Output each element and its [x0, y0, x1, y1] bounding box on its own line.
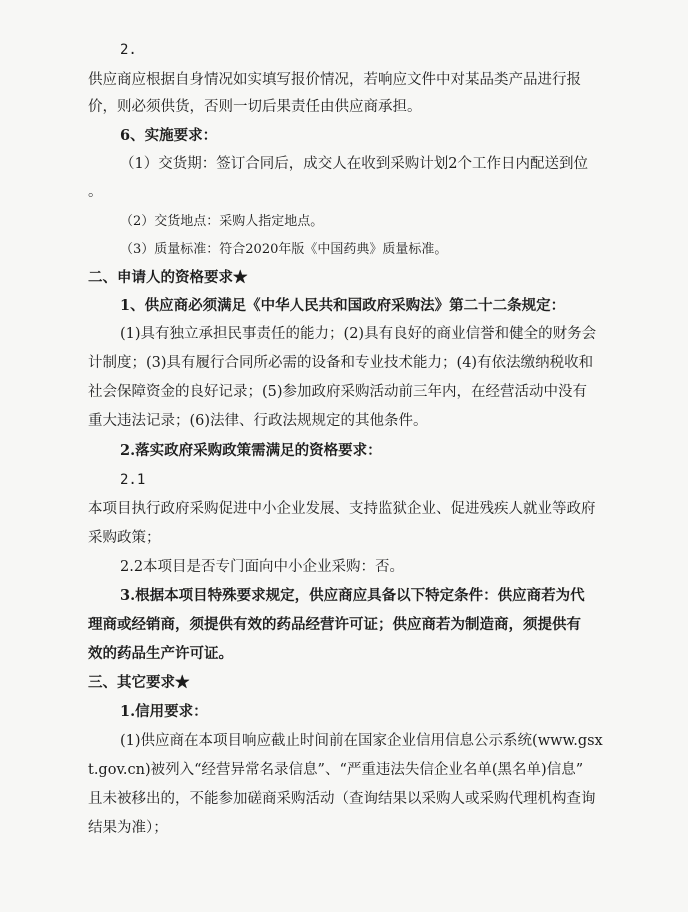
paragraph-line: （1）交货期：签订合同后，成交人在收到采购计划2个工作日内配送到位: [120, 156, 588, 172]
paragraph-line: t.gov.cn)被列入“经营异常名录信息”、“严重违法失信企业名单(黑名单)信息”: [88, 762, 584, 778]
paragraph-line: 重大违法记录；(6)法律、行政法规规定的其他条件。: [88, 413, 428, 429]
paragraph-line: 结果为准）；: [88, 820, 168, 836]
item-number: 2.1: [120, 472, 146, 488]
section-heading: 二、申请人的资格要求★: [88, 269, 248, 286]
paragraph-line: （3）质量标准：符合2020年版《中国药典》质量标准。: [120, 242, 448, 257]
paragraph-line: （2）交货地点：采购人指定地点。: [120, 214, 324, 229]
paragraph-line: 本项目执行政府采购促进中小企业发展、支持监狱企业、促进残疾人就业等政府: [88, 501, 596, 517]
paragraph-line: 理商或经销商，须提供有效的药品经营许可证；供应商若为制造商，须提供有: [88, 616, 581, 633]
item-number: 2.: [120, 42, 137, 58]
subsection-heading: 2.落实政府采购政策需满足的资格要求：: [120, 442, 382, 459]
paragraph-line: 社会保障资金的良好记录；(5)参加政府采购活动前三年内，在经营活动中没有: [88, 384, 588, 400]
paragraph-line: (1)具有独立承担民事责任的能力；(2)具有良好的商业信誉和健全的财务会: [120, 326, 597, 342]
paragraph-line: 2.2本项目是否专门面向中小企业采购：否。: [120, 559, 405, 575]
paragraph-line: 价，则必须供货，否则一切后果责任由供应商承担。: [88, 99, 422, 115]
section-heading: 三、其它要求★: [88, 674, 190, 691]
paragraph-line: 且未被移出的，不能参加磋商采购活动（查询结果以采购人或采购代理机构查询: [88, 791, 596, 807]
subsection-heading: 1、供应商必须满足《中华人民共和国政府采购法》第二十二条规定：: [120, 297, 566, 314]
paragraph-line: 。: [88, 184, 103, 200]
paragraph-line: 3.根据本项目特殊要求规定，供应商应具备以下特定条件：供应商若为代: [120, 587, 585, 604]
paragraph-line: 计制度；(3)具有履行合同所必需的设备和专业技术能力；(4)有依法缴纳税收和: [88, 355, 594, 371]
section-heading: 6、实施要求：: [120, 127, 218, 144]
paragraph-line: (1)供应商在本项目响应截止时间前在国家企业信用信息公示系统(www.gsx: [120, 733, 603, 749]
paragraph-line: 供应商应根据自身情况如实填写报价情况，若响应文件中对某品类产品进行报: [88, 72, 581, 88]
subsection-heading: 1.信用要求：: [120, 703, 208, 720]
paragraph-line: 效的药品生产许可证。: [88, 645, 233, 662]
paragraph-line: 采购政策；: [88, 530, 161, 546]
